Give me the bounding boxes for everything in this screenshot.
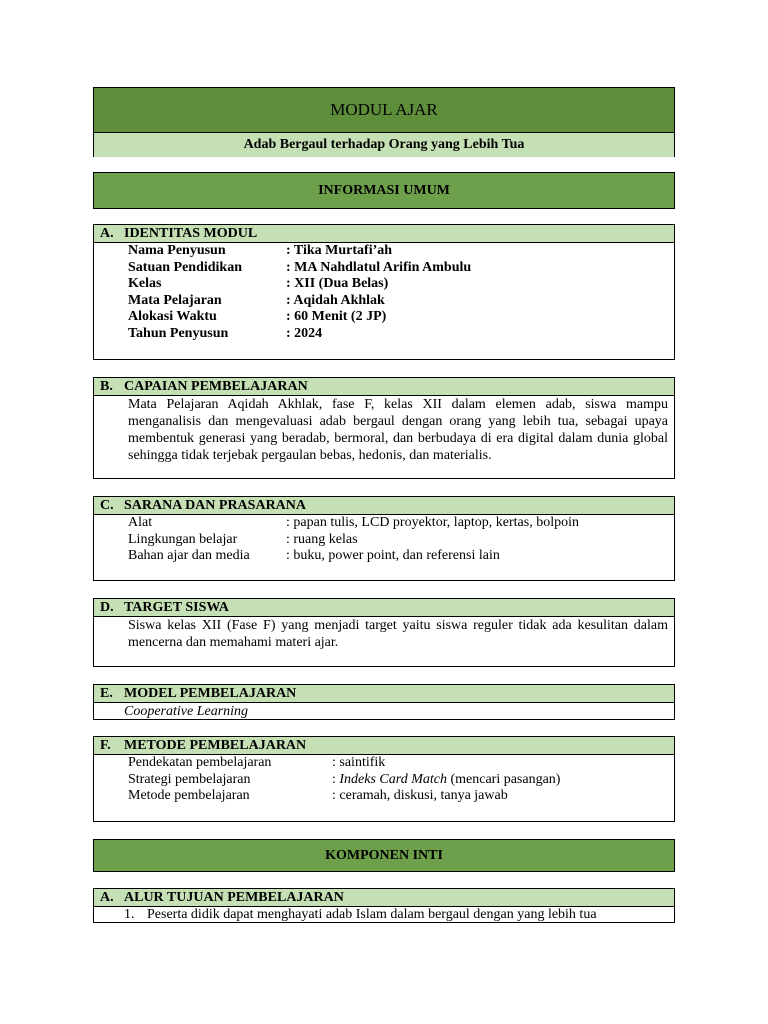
identity-label: Alokasi Waktu [128, 309, 217, 324]
metode-value-italic: Indeks Card Match [339, 771, 447, 787]
sarana-prasarana-section [93, 496, 675, 581]
sarana-row [94, 515, 674, 532]
identity-value: : 2024 [286, 325, 323, 341]
sarana-value: : buku, power point, dan referensi lain [286, 548, 500, 563]
metode-value [332, 755, 385, 772]
module-subtitle: Adab Bergaul terhadap Orang yang Lebih Tua [94, 133, 674, 157]
sarana-label: Bahan ajar dan media [128, 548, 250, 563]
identity-row [94, 309, 674, 326]
metode-value-text: saintifik [339, 755, 386, 770]
identity-value: : Tika Murtafi’ah [286, 243, 393, 258]
alur-tujuan-section [93, 888, 675, 923]
list-item-number: 1. [124, 907, 135, 922]
identity-label: Mata Pelajaran [128, 292, 222, 308]
section-title: CAPAIAN PEMBELAJARAN [124, 379, 308, 394]
sarana-label: Alat [128, 515, 153, 530]
metode-label: Strategi pembelajaran [128, 771, 251, 787]
section-title: METODE PEMBELAJARAN [124, 738, 307, 753]
metode-label: Pendekatan pembelajaran [128, 755, 272, 770]
section-title: IDENTITAS MODUL [124, 226, 258, 241]
metode-value [332, 772, 560, 789]
identity-row [94, 293, 674, 310]
section-letter: D. [100, 600, 114, 615]
sarana-label: Lingkungan belajar [128, 531, 238, 547]
list-item [94, 907, 674, 924]
section-title: MODEL PEMBELAJARAN [124, 686, 297, 701]
komponen-inti-header: KOMPONEN INTI [93, 839, 675, 872]
section-heading [94, 889, 674, 907]
model-pembelajaran-section [93, 684, 675, 720]
sarana-row [94, 548, 674, 565]
list-item-text: Peserta didik dapat menghayati adab Islam dalam bergaul dengan yang lebih tua [147, 907, 597, 922]
section-heading [94, 497, 674, 515]
identity-value: : MA Nahdlatul Arifin Ambulu [286, 259, 472, 275]
metode-value-text: ceramah, diskusi, tanya jawab [339, 788, 508, 803]
identitas-modul-section [93, 224, 675, 360]
section-heading [94, 737, 674, 755]
identity-label: Satuan Pendidikan [128, 259, 242, 275]
model-value: Cooperative Learning [124, 704, 249, 719]
metode-colon: : [332, 788, 340, 803]
metode-row [94, 772, 674, 789]
metode-value [332, 788, 508, 805]
metode-label: Metode pembelajaran [128, 788, 250, 803]
identity-label: Tahun Penyusun [128, 325, 229, 341]
metode-pembelajaran-section [93, 736, 675, 822]
section-letter: C. [100, 498, 114, 513]
sarana-value: : ruang kelas [286, 531, 358, 547]
capaian-pembelajaran-section [93, 377, 675, 479]
metode-row [94, 788, 674, 805]
identity-row [94, 260, 674, 277]
metode-row [94, 755, 674, 772]
module-title: MODUL AJAR [94, 88, 674, 133]
section-heading [94, 378, 674, 396]
section-letter: B. [100, 379, 113, 394]
module-title-block [93, 87, 675, 157]
target-siswa-section [93, 598, 675, 667]
metode-colon: : [332, 755, 340, 770]
sarana-row [94, 532, 674, 549]
metode-value-text: (mencari pasangan) [446, 771, 561, 787]
section-title: TARGET SISWA [124, 600, 229, 615]
identity-value: : Aqidah Akhlak [286, 292, 385, 308]
informasi-umum-header: INFORMASI UMUM [93, 172, 675, 209]
identity-row [94, 326, 674, 343]
target-text: Siswa kelas XII (Fase F) yang menjadi target yaitu siswa reguler tidak ada kesulitan dalam mencerna dan memahami materi ajar. [128, 618, 668, 650]
section-letter: E. [100, 686, 113, 701]
section-letter: A. [100, 890, 114, 905]
section-heading [94, 599, 674, 617]
metode-colon: : [332, 771, 340, 787]
section-heading [94, 225, 674, 243]
section-letter: A. [100, 226, 114, 241]
identity-label: Kelas [128, 276, 162, 291]
identity-row [94, 243, 674, 260]
capaian-text: Mata Pelajaran Aqidah Akhlak, fase F, kelas XII dalam elemen adab, siswa mampu menganalisis dan mengevaluasi adab bergaul dengan orang yang lebih tua, sebagai upaya membentuk generasi yang beradab, bermoral, dan berbudaya di era digital dalam dunia global sehingga tidak terjebak pergaulan bebas, hedonis, dan materialis. [128, 397, 668, 463]
sarana-value: : papan tulis, LCD proyektor, laptop, kertas, bolpoin [286, 515, 580, 530]
identity-value: : XII (Dua Belas) [286, 276, 389, 291]
identity-value: : 60 Menit (2 JP) [286, 309, 387, 324]
section-heading [94, 685, 674, 703]
identity-row [94, 276, 674, 293]
section-title: ALUR TUJUAN PEMBELAJARAN [124, 890, 344, 905]
identity-label: Nama Penyusun [128, 243, 226, 258]
section-letter: F. [100, 738, 111, 753]
section-title: SARANA DAN PRASARANA [124, 498, 307, 513]
